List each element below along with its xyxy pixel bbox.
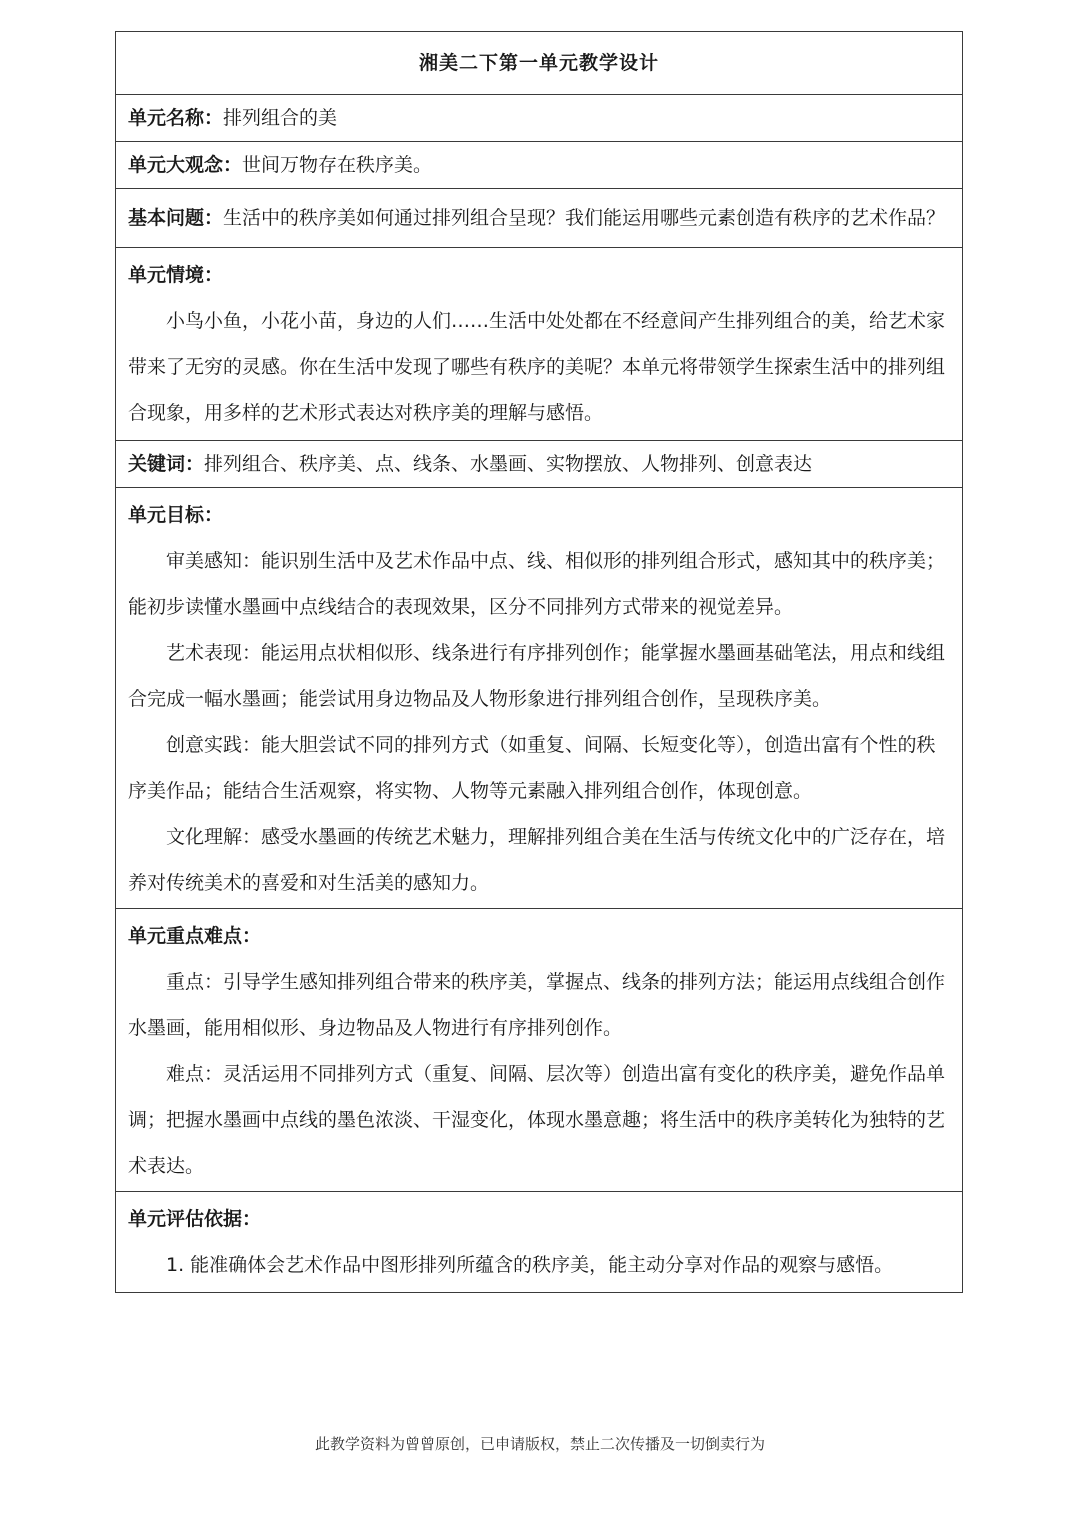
title-row	[116, 32, 963, 95]
big-idea-row	[116, 142, 963, 189]
keywords-label: 关键词：	[128, 453, 205, 475]
key-point-focus: 重点：引导学生感知排列组合带来的秩序美，掌握点、线条的排列方法；能运用点线组合创作水墨画，能用相似形、身边物品及人物进行有序排列创作。	[128, 971, 946, 1039]
unit-name-label: 单元名称：	[128, 107, 224, 129]
key-points-row	[116, 909, 963, 1192]
assessment-item: 1. 能准确体会艺术作品中图形排列所蕴含的秩序美，能主动分享对作品的观察与感悟。	[166, 1254, 894, 1276]
document-title: 湘美二下第一单元教学设计	[116, 32, 963, 95]
key-point-difficulty: 难点：灵活运用不同排列方式（重复、间隔、层次等）创造出富有变化的秩序美，避免作品单调；把握水墨画中点线的墨色浓淡、干湿变化，体现水墨意趣；将生活中的秩序美转化为独特的艺术表达。	[128, 1063, 946, 1177]
key-points-label: 单元重点难点：	[128, 925, 262, 947]
assessment-label: 单元评估依据：	[128, 1208, 262, 1230]
goal-aesthetic: 审美感知：能识别生活中及艺术作品中点、线、相似形的排列组合形式，感知其中的秩序美；能初步读懂水墨画中点线结合的表现效果，区分不同排列方式带来的视觉差异。	[128, 550, 946, 618]
goal-practice: 创意实践：能大胆尝试不同的排列方式（如重复、间隔、长短变化等），创造出富有个性的秩序美作品；能结合生活观察，将实物、人物等元素融入排列组合创作，体现创意。	[128, 734, 936, 802]
goals-row	[116, 488, 963, 909]
goals-label: 单元目标：	[128, 504, 224, 526]
goal-culture: 文化理解：感受水墨画的传统艺术魅力，理解排列组合美在生活与传统文化中的广泛存在，培养对传统美术的喜爱和对生活美的感知力。	[128, 826, 946, 894]
big-idea-value: 世间万物存在秩序美。	[242, 154, 433, 176]
basic-question-row	[116, 189, 963, 248]
unit-name-value: 排列组合的美	[223, 107, 338, 129]
keywords-value: 排列组合、秩序美、点、线条、水墨画、实物摆放、人物排列、创意表达	[204, 453, 813, 475]
situation-row	[116, 248, 963, 441]
basic-question-value: 生活中的秩序美如何通过排列组合呈现？我们能运用哪些元素创造有秩序的艺术作品？	[223, 207, 946, 229]
basic-question-label: 基本问题：	[128, 207, 224, 229]
lesson-plan-table	[115, 31, 963, 1293]
keywords-row	[116, 441, 963, 488]
situation-text: 小鸟小鱼，小花小苗，身边的人们……生活中处处都在不经意间产生排列组合的美，给艺术家带来了无穷的灵感。你在生活中发现了哪些有秩序的美呢？本单元将带领学生探索生活中的排列组合现象，用多样的艺术形式表达对秩序美的理解与感悟。	[128, 310, 946, 424]
situation-label: 单元情境：	[128, 264, 224, 286]
unit-name-row	[116, 95, 963, 142]
goal-expression: 艺术表现：能运用点状相似形、线条进行有序排列创作；能掌握水墨画基础笔法，用点和线组合完成一幅水墨画；能尝试用身边物品及人物形象进行排列组合创作，呈现秩序美。	[128, 642, 946, 710]
copyright-footer: 此教学资料为曾曾原创，已申请版权，禁止二次传播及一切倒卖行为	[314, 1435, 765, 1453]
assessment-row	[116, 1192, 963, 1293]
big-idea-label: 单元大观念：	[128, 154, 243, 176]
